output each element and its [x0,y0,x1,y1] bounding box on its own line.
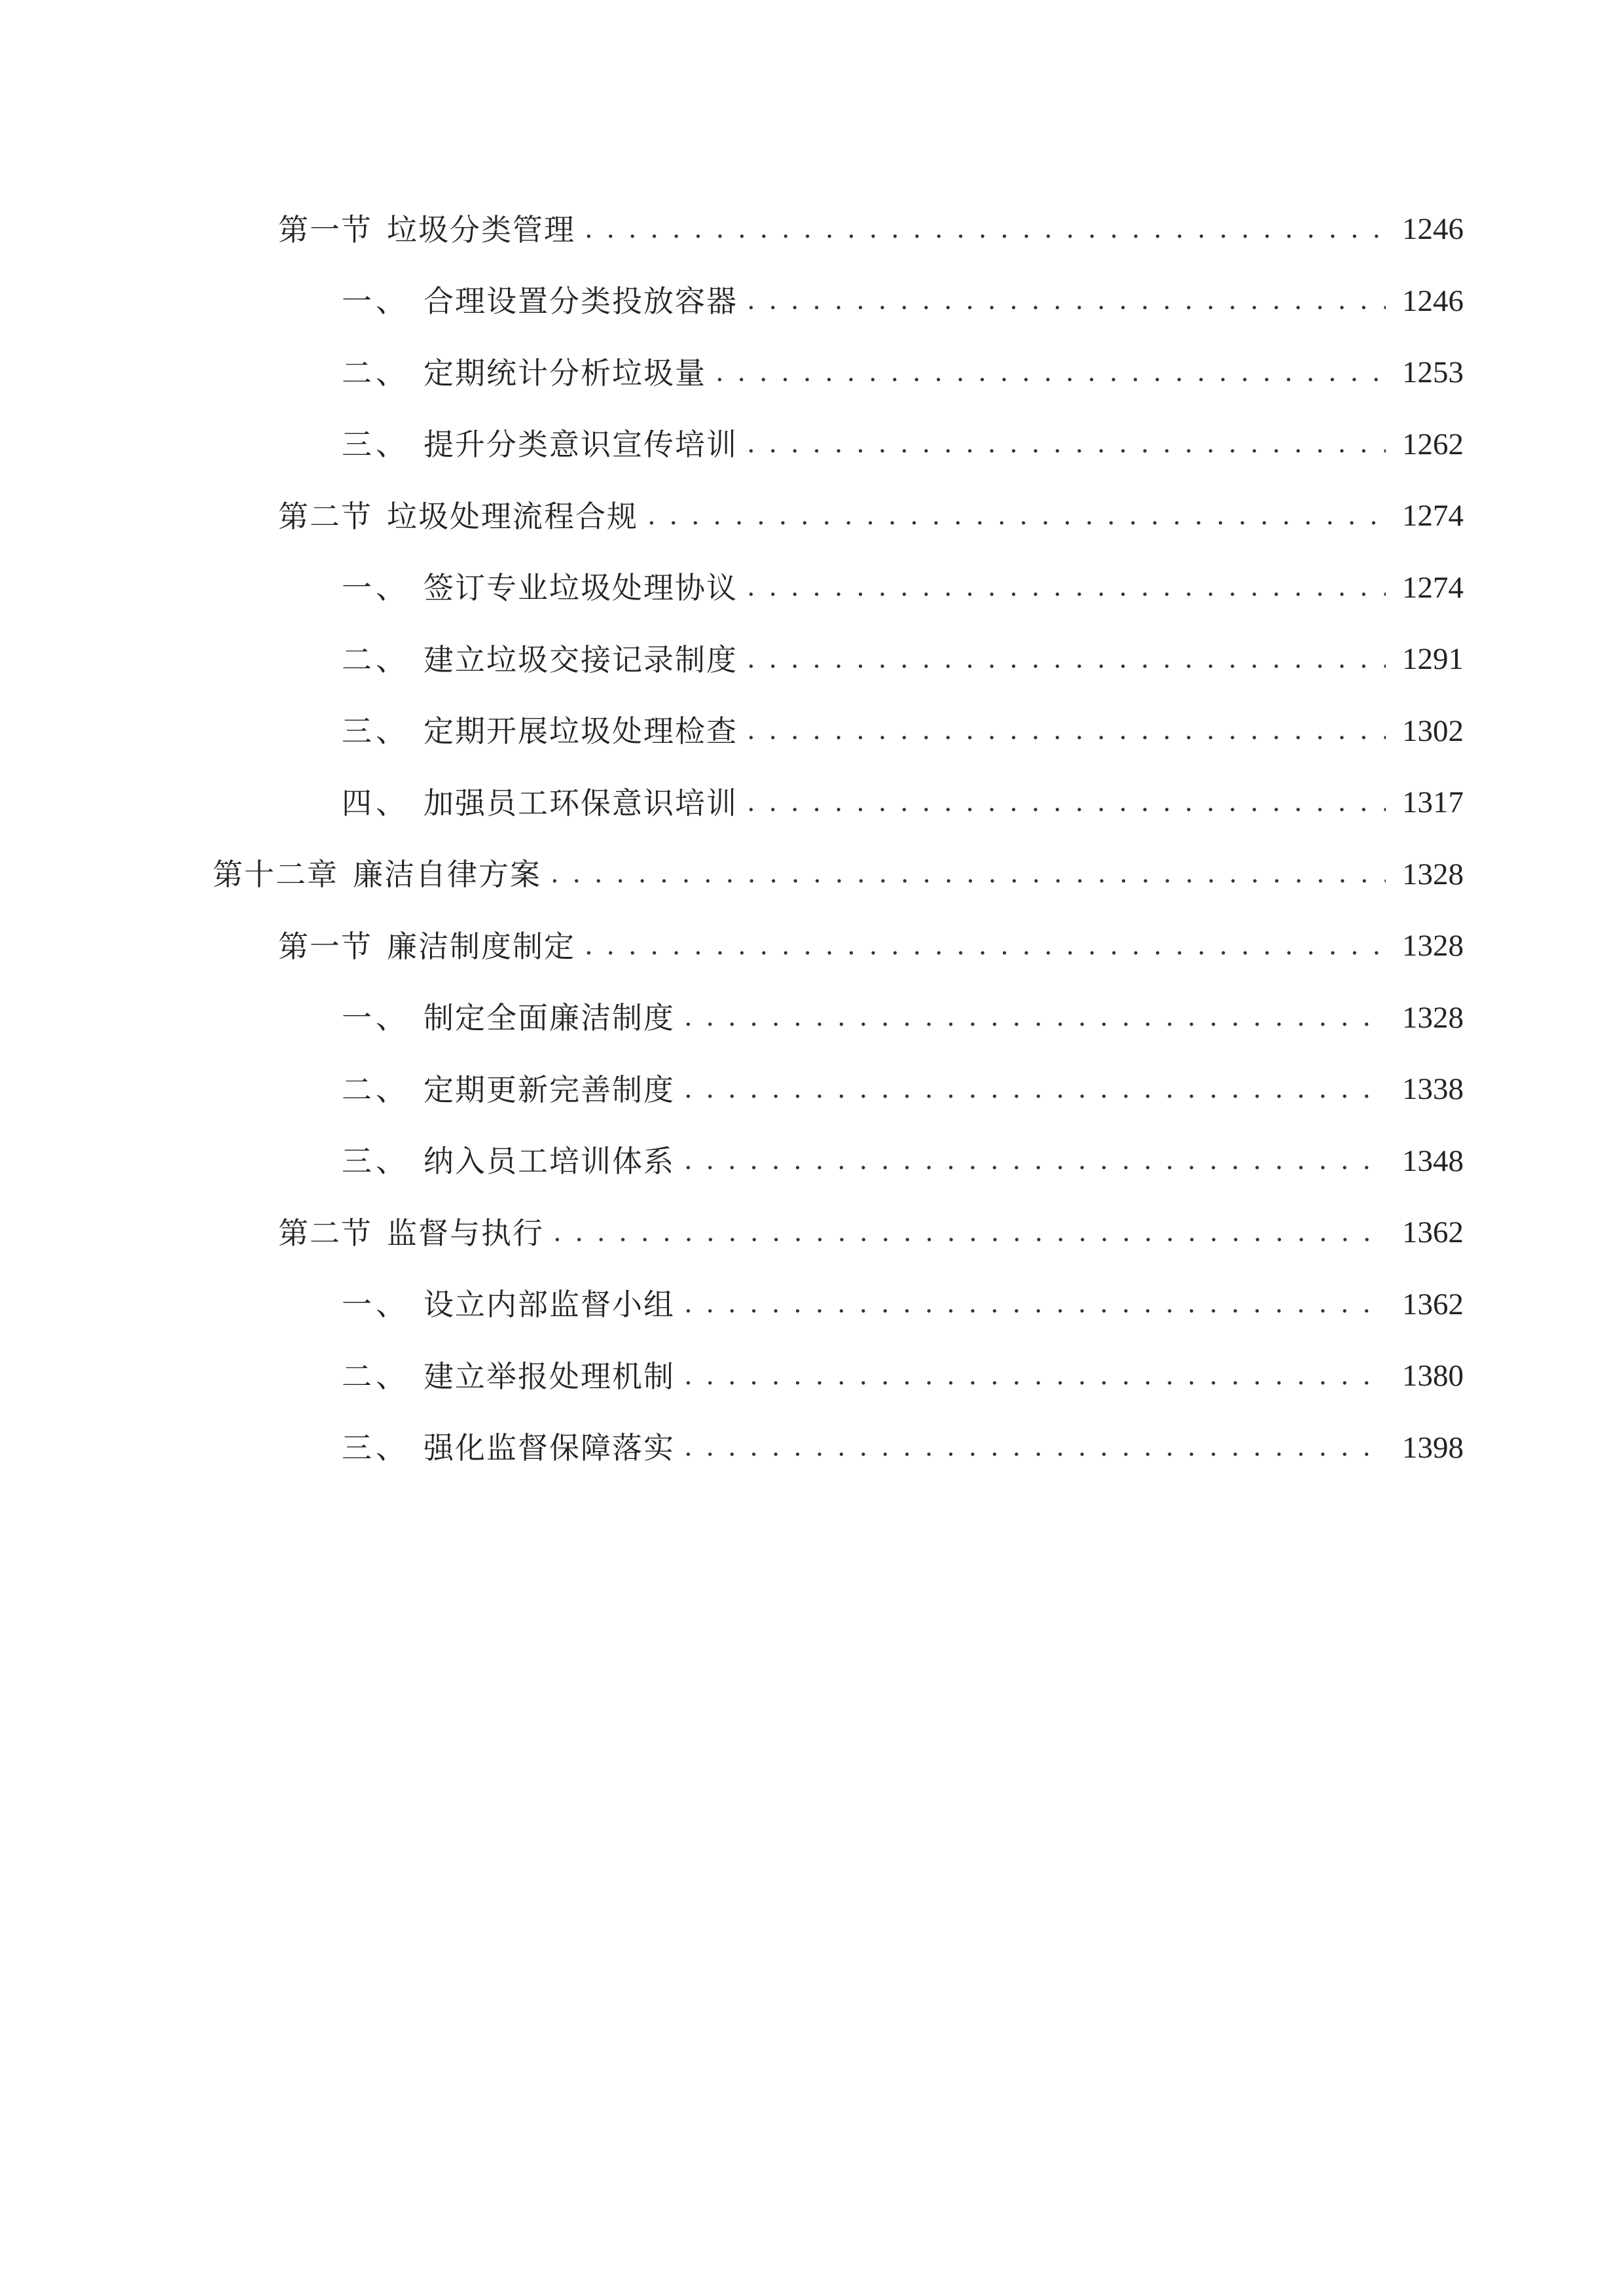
dot-leader [747,645,1386,675]
toc-entry-number: 一、 [342,1287,410,1323]
dot-leader [550,859,1386,889]
toc-entry-page: 1362 [1402,1287,1464,1321]
dot-leader [747,429,1386,459]
dot-leader [647,501,1386,531]
toc-subsection-entry[interactable] [0,624,1624,696]
toc-entry-number: 三、 [342,427,410,463]
toc-entry-title: 定期统计分析垃圾量 [424,355,706,391]
toc-entry-number: 一、 [342,1000,410,1036]
toc-subsection-entry[interactable] [0,337,1624,409]
toc-entry-page: 1348 [1402,1143,1464,1178]
toc-entry-page: 1328 [1402,857,1464,891]
toc-subsection-entry[interactable] [0,552,1624,624]
toc-subsection-entry[interactable] [0,1340,1624,1412]
toc-entry-title: 纳入员工培训体系 [424,1143,675,1179]
toc-entry-number: 第二节 [278,498,372,534]
toc-entry-page: 1338 [1402,1072,1464,1107]
dot-leader [553,1218,1386,1248]
dot-leader [684,1146,1386,1176]
toc-entry-page: 1246 [1402,212,1464,247]
dot-leader [684,1075,1386,1105]
toc-subsection-entry[interactable] [0,1054,1624,1126]
toc-entry-page: 1317 [1402,785,1464,820]
toc-section-entry[interactable] [0,910,1624,982]
toc-entry-title: 廉洁制度制定 [387,928,575,964]
toc-entry-number: 第一节 [278,928,372,964]
toc-entry-number: 第二节 [278,1215,372,1251]
toc-entry-number: 四、 [342,785,410,821]
dot-leader [747,716,1386,746]
toc-entry-number: 二、 [342,1071,410,1107]
dot-leader [747,573,1386,603]
toc-entry-page: 1302 [1402,713,1464,748]
toc-entry-title: 合理设置分类投放容器 [424,283,738,319]
toc-subsection-entry[interactable] [0,409,1624,481]
dot-leader [684,1289,1386,1319]
toc-entry-page: 1274 [1402,570,1464,605]
dot-leader [747,788,1386,818]
dot-leader [684,1003,1386,1033]
dot-leader [684,1433,1386,1463]
dot-leader [715,358,1386,388]
toc-section-entry[interactable] [0,194,1624,266]
toc-entry-title: 制定全面廉洁制度 [424,1000,675,1036]
toc-entry-number: 三、 [342,713,410,749]
toc-entry-number: 二、 [342,1358,410,1394]
toc-entry-title: 设立内部监督小组 [424,1287,675,1323]
toc-entry-title: 提升分类意识宣传培训 [424,427,738,463]
toc-entry-page: 1380 [1402,1359,1464,1393]
toc-entry-title: 垃圾处理流程合规 [387,498,638,534]
toc-subsection-entry[interactable] [0,266,1624,338]
toc-entry-title: 垃圾分类管理 [387,211,575,247]
toc-entry-title: 定期开展垃圾处理检查 [424,713,738,749]
toc-entry-number: 第十二章 [213,857,338,893]
toc-subsection-entry[interactable] [0,982,1624,1054]
toc-subsection-entry[interactable] [0,1126,1624,1198]
toc-entry-page: 1362 [1402,1215,1464,1250]
toc-entry-title: 建立垃圾交接记录制度 [424,641,738,677]
toc-subsection-entry[interactable] [0,1269,1624,1341]
dot-leader [684,1361,1386,1391]
toc-entry-number: 三、 [342,1430,410,1466]
toc-entry-title: 监督与执行 [387,1215,544,1251]
toc-section-entry[interactable] [0,480,1624,552]
toc-entry-page: 1262 [1402,427,1464,461]
toc-entry-page: 1398 [1402,1430,1464,1465]
toc-entry-page: 1291 [1402,642,1464,677]
toc-entry-page: 1328 [1402,1000,1464,1035]
toc-entry-number: 第一节 [278,211,372,247]
toc-entry-number: 二、 [342,641,410,677]
toc-entry-page: 1274 [1402,499,1464,533]
toc-entry-title: 定期更新完善制度 [424,1071,675,1107]
toc-chapter-entry[interactable] [0,839,1624,911]
toc-entry-title: 强化监督保障落实 [424,1430,675,1466]
toc-entry-page: 1253 [1402,355,1464,390]
toc-subsection-entry[interactable] [0,1412,1624,1484]
toc-entry-title: 廉洁自律方案 [353,857,541,893]
toc-entry-page: 1246 [1402,283,1464,318]
toc-entry-title: 建立举报处理机制 [424,1358,675,1394]
dot-leader [585,215,1386,245]
table-of-contents [0,194,1624,1484]
dot-leader [585,931,1386,961]
toc-subsection-entry[interactable] [0,767,1624,839]
toc-entry-number: 三、 [342,1143,410,1179]
toc-entry-title: 签订专业垃圾处理协议 [424,570,738,606]
toc-entry-number: 二、 [342,355,410,391]
dot-leader [747,286,1386,316]
toc-entry-number: 一、 [342,570,410,606]
toc-entry-page: 1328 [1402,929,1464,963]
toc-subsection-entry[interactable] [0,696,1624,768]
toc-entry-number: 一、 [342,283,410,319]
toc-entry-title: 加强员工环保意识培训 [424,785,738,821]
toc-section-entry[interactable] [0,1197,1624,1269]
